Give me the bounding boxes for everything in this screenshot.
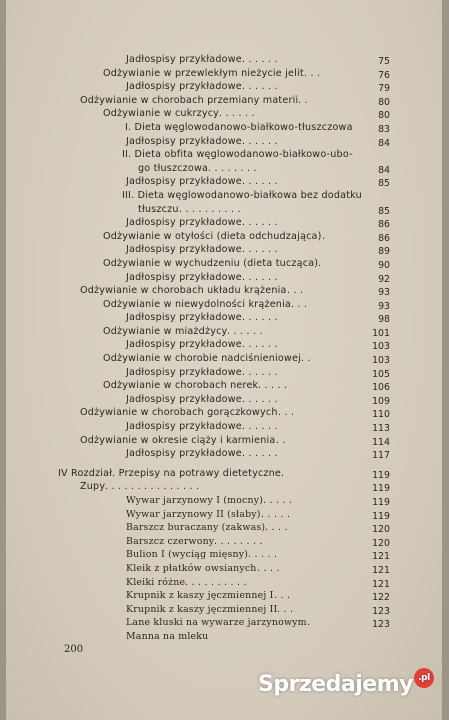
toc-leader-dots: . . . . . . [242,421,278,433]
toc-entry-title: IV Rozdział. Przepisy na potrawy dietetyczne [58,467,282,479]
toc-row [6,495,442,509]
toc-page-number: 80 [378,96,390,108]
toc-row [6,231,442,245]
toc-entry-title: go tłuszczowa [138,162,209,174]
toc-row [6,176,442,190]
toc-leader-dots: . . . . . . [242,176,278,188]
toc-page-number: 119 [372,497,390,508]
toc-page-number: 98 [378,314,390,326]
toc-leader-dots: . . . [278,407,295,419]
toc-page-number: 123 [372,619,390,631]
toc-entry-title: Odżywianie w chorobach przemiany materii [80,94,299,106]
toc-leader-dots: . . . . . . [242,271,278,283]
toc-entry-title: Bulion I (wyciąg mięsny) [126,549,249,561]
toc-leader-dots: . . . . . . [242,366,278,378]
toc-row [6,54,442,68]
toc-row [6,522,442,536]
toc-entry-title: I. Dieta węglowodanowo-białkowo-tłuszczowa [125,121,353,133]
toc-page-number: 83 [378,123,390,135]
toc-page-number: 119 [372,483,390,495]
toc-page-number: 119 [372,469,390,481]
toc-entry-title: Jadłospisy przykładowe [126,271,242,283]
toc-row [6,190,442,204]
toc-leader-dots: . . [298,94,308,106]
toc-entry-title: Odżywianie w chorobach nerek [103,380,259,392]
toc-row [6,577,442,591]
toc-row [6,367,442,381]
toc-entry-title: Jadłospisy przykładowe [126,135,242,147]
toc-leader-dots: . . . . . [261,508,291,520]
toc-entry-title: Lane kluski na wywarze jarzynowym [126,617,307,629]
toc-page-number: 121 [372,551,390,563]
toc-entry-title: II. Dieta obfita węglowodanowo-białkowo-ubo- [122,149,353,161]
toc-entry-title: Jadłospisy przykładowe [126,54,242,65]
toc-page-number: 119 [372,510,390,522]
toc-entry-title: Jadłospisy przykładowe [126,366,242,378]
toc-row [6,448,442,462]
toc-entry-title: Odżywianie w otyłości (dieta odchudzająca) [103,230,322,242]
toc-entry-title: Wywar jarzynowy II (słaby) [126,508,261,520]
toc-leader-dots: . . . . [265,522,288,534]
toc-page-number: 121 [372,578,390,590]
toc-leader-dots: . . . [304,67,321,79]
toc-page-number: 123 [372,605,390,617]
toc-entry-title: III. Dieta węglowodanowo-białkowa bez dodatku [122,189,362,201]
toc-entry-title: Jadłospisy przykładowe [126,217,242,229]
toc-row [6,258,442,272]
toc-leader-dots: . . . . . . [242,81,278,93]
toc-row [6,536,442,550]
toc-leader-dots: . . . . . . . . [208,162,257,174]
toc-row [6,563,442,577]
toc-page-number: 90 [378,259,390,271]
toc-page-number: 106 [372,382,390,394]
toc-row [6,481,442,495]
toc-row [6,631,442,645]
toc-entry-title: Odżywianie w chorobach gorączkowych [80,407,278,419]
toc-page-number: 101 [372,327,390,339]
toc-leader-dots: . . . . [257,562,280,574]
toc-page-number: 120 [372,524,390,536]
toc-row [6,68,442,82]
toc-row [6,81,442,95]
toc-page-number: 110 [372,409,390,421]
toc-page-number: 84 [378,164,390,176]
watermark-tld-badge: .pl [414,668,434,688]
toc-row [6,163,442,177]
toc-entry-title: Odżywianie w okresie ciąży i karmienia [80,434,276,446]
toc-page-number: 86 [378,219,390,231]
toc-row [6,421,442,435]
toc-leader-dots: . . . . . [258,380,288,392]
toc-row [6,272,442,286]
toc-leader-dots: . . . . . . [242,448,278,460]
table-of-contents [6,54,442,645]
toc-row [6,590,442,604]
toc-entry-title: tłuszczu [138,203,179,215]
toc-entry-title: Jadłospisy przykładowe [126,421,242,433]
toc-row [6,394,442,408]
toc-entry-title: Jadłospisy przykładowe [126,448,242,460]
toc-page-number: 122 [372,592,390,604]
toc-row [6,380,442,394]
toc-row [6,353,442,367]
toc-row [6,108,442,122]
toc-page-number: 75 [378,56,390,67]
toc-page-number: 92 [378,273,390,285]
toc-row [6,312,442,326]
toc-entry-title: Odżywianie w niewydolności krążenia [103,298,292,310]
toc-entry-title: Odżywianie w wychudzeniu (dieta tucząca) [103,257,319,269]
toc-row [6,468,442,482]
toc-leader-dots: . . . . . . [242,217,278,229]
toc-entry-title: Odżywianie w cukrzycy [103,108,220,120]
toc-row [6,549,442,563]
toc-entry-title: Krupnik z kaszy jęczmiennej I [126,590,274,602]
toc-row [6,617,442,631]
toc-page-number: 103 [372,355,390,367]
toc-page-number: 86 [378,232,390,244]
toc-row [6,204,442,218]
toc-leader-dots: . . . . . . [227,325,263,337]
toc-leader-dots: . . . . . . . . . . [179,203,241,215]
toc-leader-dots: . . . . . . [242,393,278,405]
toc-entry-title: Krupnik z kaszy jęczmiennej II [126,603,278,615]
toc-leader-dots: . . . . . [263,495,293,506]
toc-page-number: 103 [372,341,390,353]
toc-leader-dots: . . . [287,285,304,297]
toc-leader-dots: . . . [291,298,308,310]
toc-page-number: 84 [378,137,390,149]
toc-row [6,604,442,618]
toc-leader-dots: . . . . . . . . . . . . . . . [105,481,200,493]
toc-row [6,217,442,231]
toc-page-number: 89 [378,246,390,258]
toc-leader-dots: . . [276,434,286,446]
toc-row [6,122,442,136]
toc-page-number: 79 [378,83,390,95]
toc-page-number: 120 [372,537,390,549]
toc-entry-title: Jadłospisy przykładowe [126,393,242,405]
toc-leader-dots: . . . . . . [242,54,278,65]
toc-entry-title: Odżywianie w miażdżycy [103,325,228,337]
toc-entry-title: Jadłospisy przykładowe [126,312,242,324]
toc-page-number: 85 [378,205,390,217]
toc-leader-dots: . . . . . [248,549,278,561]
toc-row [6,339,442,353]
toc-page-number: 93 [378,287,390,299]
toc-entry-title: Wywar jarzynowy I (mocny) [126,495,264,506]
toc-page-number: 109 [372,395,390,407]
toc-entry-title: Jadłospisy przykładowe [126,244,242,256]
toc-entry-title: Odżywianie w chorobach układu krążenia [80,285,287,297]
page-number: 200 [64,644,84,655]
toc-page-number: 121 [372,564,390,576]
toc-entry-title: Zupy [80,481,106,493]
toc-leader-dots: . . . . . . [242,339,278,351]
toc-entry-title: Manna na mleku [126,630,209,642]
toc-leader-dots: . [318,257,322,269]
toc-leader-dots: . . . . . . [219,108,255,120]
toc-row [6,136,442,150]
toc-leader-dots: . . . [274,590,291,602]
toc-entry-title: Jadłospisy przykładowe [126,176,242,188]
toc-leader-dots: . . [301,353,311,365]
book-page [6,0,442,720]
toc-row [6,509,442,523]
toc-entry-title: Kleiki różne [126,576,186,588]
toc-row [6,435,442,449]
toc-entry-title: Odżywianie w chorobie nadciśnieniowej [103,353,301,365]
toc-leader-dots: . . . . . . [242,244,278,256]
toc-leader-dots: . [281,467,285,479]
toc-entry-title: Kleik z płatków owsianych [126,562,257,574]
toc-row [6,407,442,421]
toc-page-number: 114 [372,436,390,448]
toc-entry-title: Barszcz buraczany (zakwas) [126,522,266,534]
toc-entry-title: Barszcz czerwony [126,535,215,547]
toc-page-number: 85 [378,178,390,190]
toc-page-number: 105 [372,368,390,380]
toc-leader-dots: . . . . . . . . [214,535,263,547]
toc-entry-title: Odżywianie w przewlekłym nieżycie jelit [103,67,304,79]
toc-leader-dots: . . . . . . [242,135,278,147]
toc-leader-dots: . . . . . . [242,312,278,324]
toc-entry-title: Jadłospisy przykładowe [126,81,242,93]
toc-leader-dots: . [322,230,326,242]
toc-row [6,149,442,163]
toc-page-number: 117 [372,450,390,462]
toc-row [6,244,442,258]
toc-entry-title: Jadłospisy przykładowe [126,339,242,351]
toc-row [6,285,442,299]
toc-row [6,326,442,340]
toc-page-number: 113 [372,423,390,435]
toc-page-number: 93 [378,300,390,312]
watermark-brand: Sprzedajemy [258,672,413,697]
toc-leader-dots: . [307,617,311,629]
toc-row [6,299,442,313]
toc-page-number: 76 [378,69,390,81]
toc-page-number: 80 [378,110,390,122]
toc-leader-dots: . . . [277,603,294,615]
sprzedajemy-watermark [258,672,434,697]
toc-leader-dots: . . . . . . . . . . [185,576,247,588]
toc-row [6,95,442,109]
